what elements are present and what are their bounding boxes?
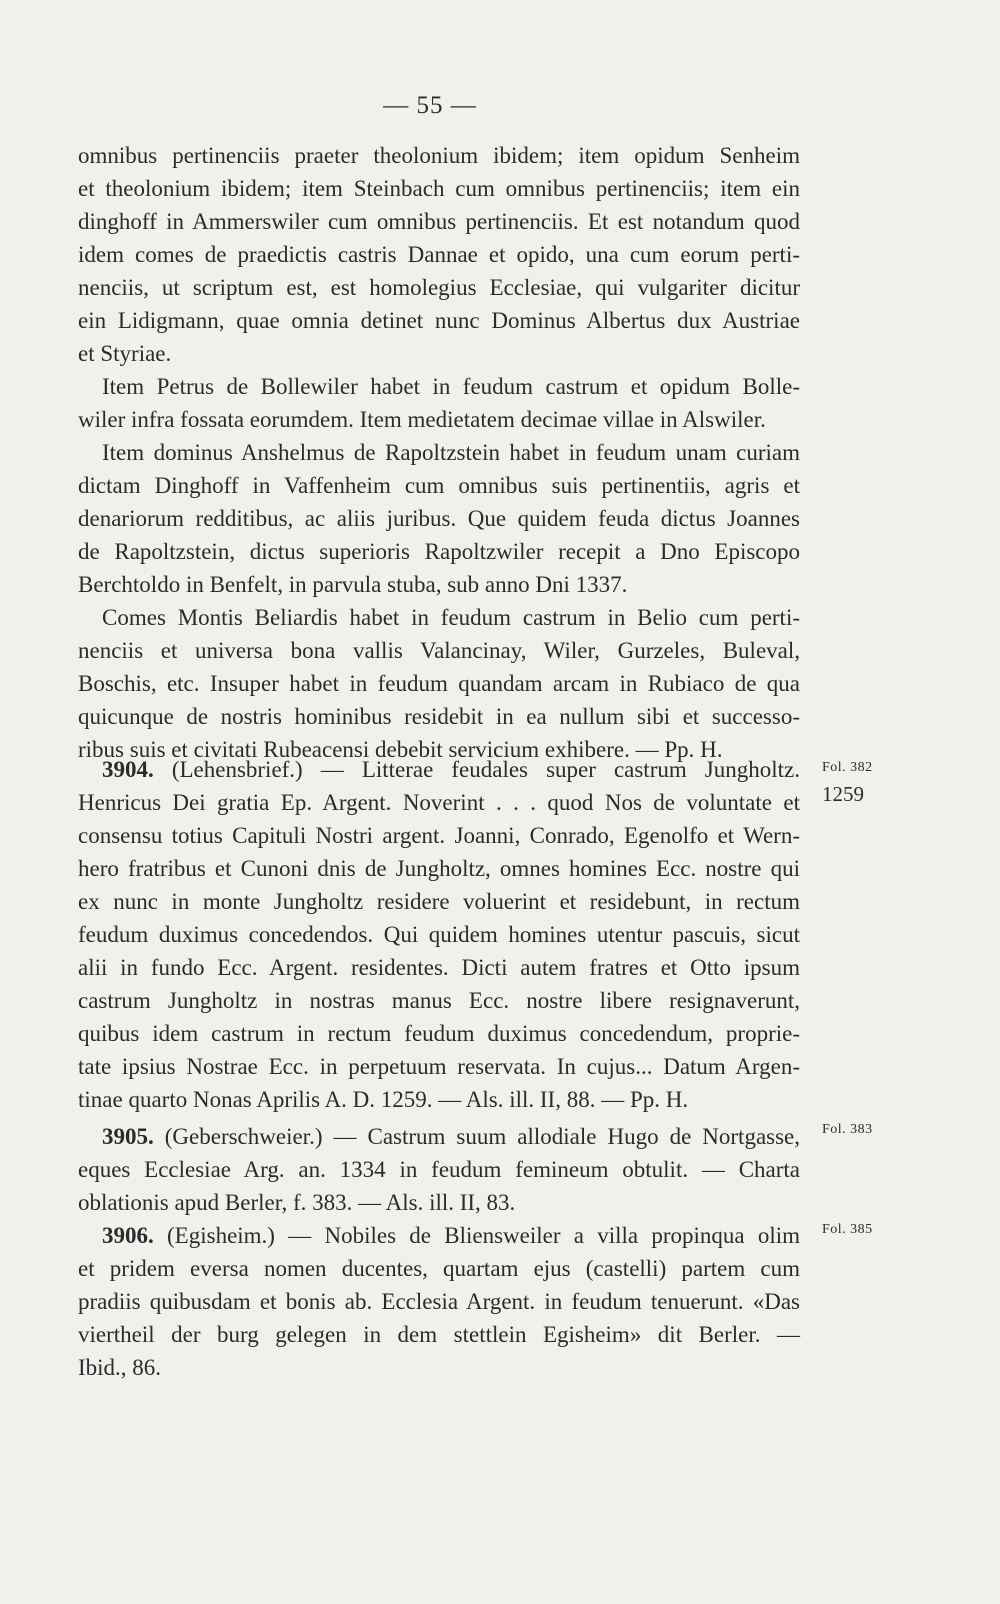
text-line: et pridem eversa nomen ducentes, quartam ejus (castelli) partem cum (78, 1256, 800, 1281)
page-number: — 55 — (383, 92, 477, 119)
margin-year: 1259 (822, 782, 864, 806)
text-line: Berchtoldo in Benfelt, in parvula stuba, sub anno Dni 1337. (78, 572, 628, 597)
text-line: omnibus pertinenciis praeter theolonium ibidem; item opidum Senheim (78, 143, 800, 168)
text-line: Henricus Dei gratia Ep. Argent. Noverint . . . quod Nos de voluntate et (78, 790, 800, 815)
text-line: tinae quarto Nonas Aprilis A. D. 1259. — Als. ill. II, 88. — Pp. H. (78, 1087, 689, 1112)
entry-3905 (78, 1120, 800, 1219)
text-line: ribus suis et civitati Rubeacensi debebit servicium exhibere. — Pp. H. (78, 737, 723, 762)
entry-heading: (Lehensbrief.) — Litterae feudales super castrum Jungholtz. (171, 757, 800, 782)
entry-number: 3906. (102, 1223, 154, 1248)
text-line: consensu totius Capituli Nostri argent. Joanni, Conrado, Egenolfo et Wern- (78, 823, 800, 848)
text-line: castrum Jungholtz in nostras manus Ecc. nostre libere resignaverunt, (78, 988, 800, 1013)
text-line: idem comes de praedictis castris Dannae et opido, una cum eorum perti- (78, 242, 800, 267)
text-line: Boschis, etc. Insuper habet in feudum quandam arcam in Rubiaco de qua (78, 671, 800, 696)
text-line: Item Petrus de Bollewiler habet in feudum castrum et opidum Bolle- (102, 374, 800, 399)
text-line: tate ipsius Nostrae Ecc. in perpetuum reservata. In cujus... Datum Argen- (78, 1054, 800, 1079)
text-line: ein Lidigmann, quae omnia detinet nunc Dominus Albertus dux Austriae (78, 308, 800, 333)
text-line: hero fratribus et Cunoni dnis de Jungholtz, omnes homines Ecc. nostre qui (78, 856, 800, 881)
text-line: wiler infra fossata eorumdem. Item medietatem decimae villae in Alswiler. (78, 407, 766, 432)
entry-3906 (78, 1219, 800, 1384)
entry-heading: (Egisheim.) — Nobiles de Bliensweiler a villa propinqua olim (167, 1223, 801, 1248)
margin-note-3904 (822, 760, 912, 807)
text-line: Comes Montis Beliardis habet in feudum castrum in Belio cum perti- (102, 605, 800, 630)
entry-3904 (78, 753, 800, 1116)
text-line: Ibid., 86. (78, 1355, 162, 1380)
text-line: oblationis apud Berler, f. 383. — Als. ill. II, 83. (78, 1190, 516, 1215)
margin-note-3906 (822, 1222, 912, 1238)
text-line: dictam Dinghoff in Vaffenheim cum omnibus suis pertinentiis, agris et (78, 473, 800, 498)
entry-number: 3905. (102, 1124, 154, 1149)
text-line: quicunque de nostris hominibus residebit in ea nullum sibi et successo- (78, 704, 800, 729)
text-line: dinghoff in Ammerswiler cum omnibus pertinenciis. Et est notandum quod (78, 209, 800, 234)
text-line: nenciis, ut scriptum est, est homolegius Ecclesiae, qui vulgariter dicitur (78, 275, 800, 300)
text-line: feudum duximus concedendos. Qui quidem homines utentur pascuis, sicut (78, 922, 800, 947)
text-line: ex nunc in monte Jungholtz residere voluerint et residebunt, in rectum (78, 889, 800, 914)
entry-heading: (Geberschweier.) — Castrum suum allodiale Hugo de Nortgasse, (164, 1124, 801, 1149)
text-line: et theolonium ibidem; item Steinbach cum omnibus pertinenciis; item ein (78, 176, 800, 201)
folio-reference: Fol. 382 (822, 760, 873, 775)
text-line: et Styriae. (78, 341, 172, 366)
folio-reference: Fol. 383 (822, 1122, 873, 1137)
text-line: pradiis quibusdam et bonis ab. Ecclesia Argent. in feudum tenuerunt. «Das (78, 1289, 800, 1314)
text-line: alii in fundo Ecc. Argent. residentes. Dicti autem fratres et Otto ipsum (78, 955, 800, 980)
text-line: nenciis et universa bona vallis Valancinay, Wiler, Gurzeles, Buleval, (78, 638, 800, 663)
margin-note-3905 (822, 1122, 912, 1138)
text-line: Item dominus Anshelmus de Rapoltzstein habet in feudum unam curiam (102, 440, 800, 465)
continuation-text (78, 139, 800, 766)
folio-reference: Fol. 385 (822, 1222, 873, 1237)
text-line: viertheil der burg gelegen in dem stettlein Egisheim» dit Berler. — (78, 1322, 800, 1347)
text-line: denariorum redditibus, ac aliis juribus. Que quidem feuda dictus Joannes (78, 506, 800, 531)
text-line: eques Ecclesiae Arg. an. 1334 in feudum femineum obtulit. — Charta (78, 1157, 800, 1182)
text-line: quibus idem castrum in rectum feudum duximus concedendum, proprie- (78, 1021, 800, 1046)
text-line: de Rapoltzstein, dictus superioris Rapoltzwiler recepit a Dno Episcopo (78, 539, 800, 564)
entry-number: 3904. (102, 757, 154, 782)
